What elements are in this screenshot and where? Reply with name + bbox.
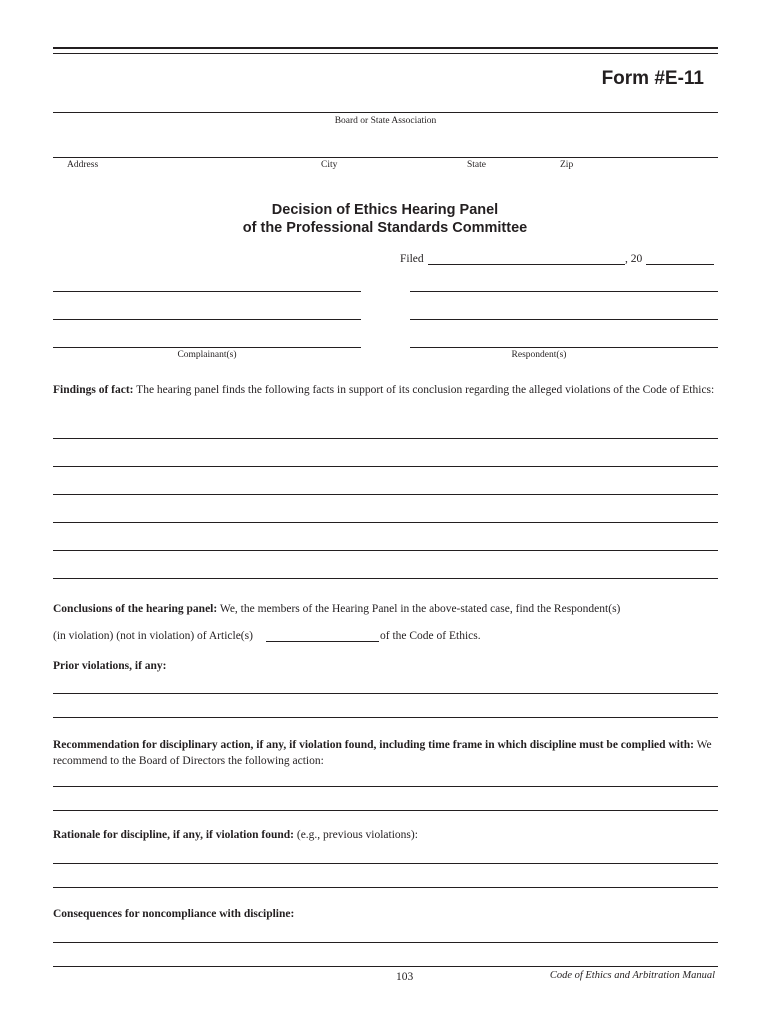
respondent-line-1[interactable] <box>410 291 718 292</box>
respondent-line-3[interactable] <box>410 347 718 348</box>
findings-line-5[interactable] <box>53 550 718 551</box>
address-field-line[interactable] <box>53 157 718 158</box>
conclusions-heading: Conclusions of the hearing panel: <box>53 603 218 615</box>
rationale-line-1[interactable] <box>53 863 718 864</box>
findings-line-1[interactable] <box>53 438 718 439</box>
complainant-line-1[interactable] <box>53 291 361 292</box>
findings-line-3[interactable] <box>53 494 718 495</box>
recommendation-heading: Recommendation for disciplinary action, if any, if violation found, including time frame in which discipline must be complied with: <box>53 739 694 751</box>
page-title-line2: of the Professional Standards Committee <box>242 220 528 236</box>
complainant-line-2[interactable] <box>53 319 361 320</box>
rationale-heading: Rationale for discipline, if any, if violation found: <box>53 829 294 841</box>
filed-date-line[interactable] <box>428 264 625 265</box>
conclusions-paragraph <box>53 601 743 617</box>
complainant-line-3[interactable] <box>53 347 361 348</box>
conclusions-text: We, the members of the Hearing Panel in the above-stated case, find the Respondent(s) <box>217 603 621 615</box>
address-label: Address <box>67 160 99 170</box>
manual-title: Code of Ethics and Arbitration Manual <box>549 970 715 981</box>
recommendation-paragraph <box>53 737 725 769</box>
consequences-heading: Consequences for noncompliance with discipline: <box>53 908 295 920</box>
findings-line-2[interactable] <box>53 466 718 467</box>
consequences-line-1[interactable] <box>53 942 718 943</box>
code-text: of the Code of Ethics. <box>380 630 481 642</box>
top-rule-thin <box>53 53 718 54</box>
violation-text: (in violation) (not in violation) of Article(s) <box>53 630 253 642</box>
filed-label: Filed <box>400 253 424 265</box>
recommendation-line-1[interactable] <box>53 786 718 787</box>
page-number: 103 <box>396 971 414 983</box>
recommendation-text: We recommend to the Board of Directors the following action: <box>53 739 712 767</box>
board-field-line[interactable] <box>53 112 718 113</box>
filed-year-prefix: , 20 <box>625 253 643 265</box>
findings-line-4[interactable] <box>53 522 718 523</box>
rationale-paragraph <box>53 827 718 843</box>
state-label: State <box>467 160 486 170</box>
respondent-label: Respondent(s) <box>511 350 567 360</box>
city-label: City <box>321 160 338 170</box>
rationale-text: (e.g., previous violations): <box>294 829 418 841</box>
board-label: Board or State Association <box>334 116 437 126</box>
prior-line-1[interactable] <box>53 693 718 694</box>
prior-violations-heading: Prior violations, if any: <box>53 660 167 672</box>
findings-text: The hearing panel finds the following facts in support of its conclusion regarding the alleged violations of the Code of Ethics: <box>133 384 715 396</box>
rationale-line-2[interactable] <box>53 887 718 888</box>
form-number: Form #E-11 <box>601 68 704 89</box>
complainant-label: Complainant(s) <box>177 350 237 360</box>
prior-line-2[interactable] <box>53 717 718 718</box>
top-rule <box>53 47 718 49</box>
findings-heading: Findings of fact: <box>53 384 134 396</box>
filed-year-line[interactable] <box>646 264 714 265</box>
findings-paragraph <box>53 382 718 398</box>
article-field-line[interactable] <box>266 641 379 642</box>
findings-line-6[interactable] <box>53 578 718 579</box>
consequences-line-2[interactable] <box>53 966 718 967</box>
page-title-line1: Decision of Ethics Hearing Panel <box>271 202 499 218</box>
zip-label: Zip <box>560 160 574 170</box>
recommendation-line-2[interactable] <box>53 810 718 811</box>
respondent-line-2[interactable] <box>410 319 718 320</box>
